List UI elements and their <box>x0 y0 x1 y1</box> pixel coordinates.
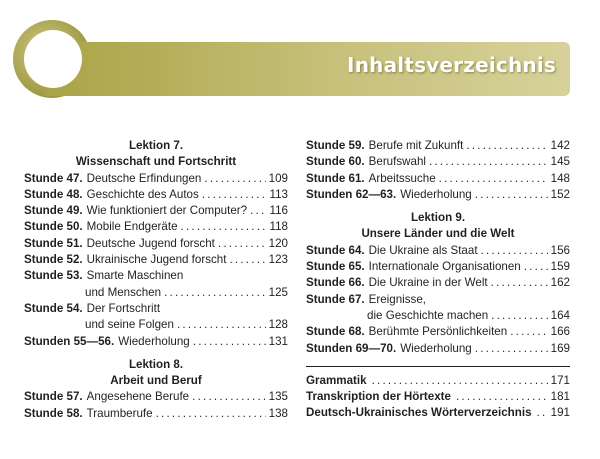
entry-page: 123 <box>268 253 288 267</box>
entry-number: Stunde 66. <box>306 276 365 290</box>
entry-number: Stunde 51. <box>24 236 83 250</box>
toc-entry-stunde-67-continued[interactable] <box>306 308 570 324</box>
entry-page: 142 <box>550 139 570 152</box>
entry-page: 116 <box>269 204 288 218</box>
title-bar <box>44 42 570 96</box>
dot-leader <box>204 171 265 187</box>
entry-title: Geschichte des Autos <box>86 187 199 201</box>
dot-leader <box>156 406 266 422</box>
toc-entry-stunde-53-continued[interactable] <box>24 285 288 301</box>
dot-leader <box>181 219 267 235</box>
page-title: Inhaltsverzeichnis <box>347 53 556 77</box>
entry-page: 135 <box>268 390 288 404</box>
toc-entry-stunde-54[interactable] <box>24 301 288 317</box>
entry-number: Stunde 60. <box>306 155 365 169</box>
toc-entry-stunde-59[interactable] <box>306 138 570 154</box>
toc-entry-stunde-66[interactable] <box>306 275 570 291</box>
toc-entry-stunde-50[interactable] <box>24 219 288 235</box>
entry-page: 166 <box>550 325 570 339</box>
dot-leader <box>491 308 547 324</box>
entry-title: Internationale Organisationen <box>368 260 521 274</box>
decorative-ring-center <box>24 30 82 88</box>
toc-entry-transkription[interactable] <box>306 389 570 405</box>
toc-entry-stunde-68[interactable] <box>306 324 570 340</box>
lesson-9-heading: Lektion 9. <box>410 211 466 225</box>
entry-page: 148 <box>550 171 570 185</box>
entry-title: Ukrainische Jugend forscht <box>86 253 227 267</box>
dot-leader <box>537 405 548 421</box>
dot-leader <box>229 252 265 268</box>
entry-title: Berufe mit Zukunft <box>368 139 464 152</box>
entry-title: Smarte Maschinen <box>86 269 184 283</box>
entry-title: Wie funktioniert der Computer? <box>86 204 248 218</box>
entry-number: Stunden 62—63. <box>306 187 397 201</box>
entry-title: Deutsch-Ukrainisches Wörterverzeichnis <box>306 406 532 420</box>
entry-number: Stunden 69—70. <box>306 341 397 355</box>
toc-entry-woerterverzeichnis[interactable] <box>306 405 570 421</box>
toc-entry-stunde-52[interactable] <box>24 252 288 268</box>
entry-number: Stunde 65. <box>306 260 365 274</box>
toc-entry-stunde-54-continued[interactable] <box>24 317 288 333</box>
dot-leader <box>439 171 548 187</box>
entry-page: 138 <box>268 406 288 420</box>
entry-number: Stunde 48. <box>24 187 83 201</box>
entry-page: 181 <box>550 390 570 404</box>
entry-page: 159 <box>550 260 570 274</box>
entry-page: 113 <box>269 187 288 201</box>
entry-number: Stunde 54. <box>24 301 83 315</box>
dot-leader <box>429 154 548 170</box>
toc-entry-stunde-57[interactable] <box>24 389 288 405</box>
entry-title: Deutsche Jugend forscht <box>86 236 215 250</box>
entry-title: Transkription der Hörtexte <box>306 390 451 404</box>
entry-number: Stunde 61. <box>306 171 365 185</box>
entry-number: Stunde 49. <box>24 204 83 218</box>
toc-entry-stunde-51[interactable] <box>24 236 288 252</box>
entry-title: Der Fortschritt <box>86 301 161 315</box>
dot-leader <box>475 187 548 203</box>
toc-entry-stunden-55-56[interactable] <box>24 334 288 350</box>
dot-leader <box>193 334 266 350</box>
entry-page: 131 <box>268 334 288 348</box>
entry-page: 128 <box>268 318 288 332</box>
dot-leader <box>202 187 267 203</box>
dot-leader <box>510 324 547 340</box>
dot-leader <box>456 389 548 405</box>
dot-leader <box>475 341 548 357</box>
entry-title: Ereignisse, <box>368 292 426 306</box>
entry-number: Stunde 64. <box>306 243 365 257</box>
lesson-8-heading: Lektion 8. <box>128 357 184 371</box>
entry-title-continued: und seine Folgen <box>85 318 174 332</box>
toc-entry-stunde-65[interactable] <box>306 259 570 275</box>
entry-number: Stunde 67. <box>306 292 365 306</box>
dot-leader <box>466 138 547 154</box>
dot-leader <box>218 236 266 252</box>
entry-title: Mobile Endgeräte <box>86 220 178 234</box>
lesson-9-subheading: Unsere Länder und die Welt <box>361 227 515 241</box>
entry-page: 156 <box>550 243 570 257</box>
entry-page: 164 <box>550 308 570 322</box>
lesson-8-subheading: Arbeit und Beruf <box>110 374 202 388</box>
entry-page: 171 <box>550 373 570 387</box>
entry-number: Stunde 53. <box>24 269 83 283</box>
entry-page: 191 <box>550 406 570 420</box>
entry-title: Die Ukraine in der Welt <box>368 276 488 290</box>
entry-number: Stunde 47. <box>24 171 83 185</box>
entry-title: Grammatik <box>306 373 367 387</box>
toc-entry-grammatik[interactable] <box>306 373 570 389</box>
entry-title-continued: die Geschichte machen <box>367 308 489 322</box>
toc-entry-stunden-62-63[interactable] <box>306 187 570 203</box>
toc-entry-stunde-67[interactable] <box>306 292 570 308</box>
entry-page: 152 <box>550 187 570 201</box>
toc-entry-stunde-60[interactable] <box>306 154 570 170</box>
header-banner <box>0 0 600 122</box>
entry-number: Stunde 52. <box>24 253 83 267</box>
dot-leader <box>192 389 266 405</box>
entry-title: Berühmte Persönlichkeiten <box>368 325 508 339</box>
lesson-7-heading: Lektion 7. <box>128 139 184 152</box>
entry-title: Wiederholung <box>400 187 472 201</box>
dot-leader <box>250 203 266 219</box>
entry-title: Traumberufe <box>86 406 153 420</box>
entry-page: 125 <box>268 285 288 299</box>
dot-leader <box>372 373 548 389</box>
toc-entry-stunde-58[interactable] <box>24 406 288 422</box>
toc-entry-stunde-64[interactable] <box>306 243 570 259</box>
entry-title: Arbeitssuche <box>368 171 436 185</box>
entry-page: 162 <box>550 276 570 290</box>
entry-number: Stunden 55—56. <box>24 334 115 348</box>
entry-title: Die Ukraine als Staat <box>368 243 478 257</box>
toc-entry-stunden-69-70[interactable] <box>306 341 570 357</box>
entry-page: 169 <box>550 341 570 355</box>
entry-title: Wiederholung <box>118 334 190 348</box>
entry-title: Deutsche Erfindungen <box>86 171 202 185</box>
dot-leader <box>177 317 266 333</box>
entry-title-continued: und Menschen <box>85 285 162 299</box>
entry-title: Wiederholung <box>400 341 472 355</box>
section-divider <box>306 366 570 367</box>
lesson-7-subheading: Wissenschaft und Fortschritt <box>75 155 237 169</box>
entry-page: 118 <box>269 220 288 234</box>
entry-title: Angesehene Berufe <box>86 390 190 404</box>
entry-page: 145 <box>550 155 570 169</box>
entry-number: Stunde 50. <box>24 220 83 234</box>
entry-number: Stunde 58. <box>24 406 83 420</box>
toc-entry-stunde-61[interactable] <box>306 171 570 187</box>
toc-entry-stunde-48[interactable] <box>24 187 288 203</box>
entry-number: Stunde 59. <box>306 139 365 152</box>
toc-left-column <box>24 138 288 422</box>
dot-leader <box>491 275 548 291</box>
entry-title: Berufswahl <box>368 155 426 169</box>
toc-right-column <box>306 138 570 422</box>
entry-number: Stunde 68. <box>306 325 365 339</box>
dot-leader <box>481 243 548 259</box>
toc-entry-stunde-53[interactable] <box>24 268 288 284</box>
dot-leader <box>524 259 548 275</box>
entry-page: 120 <box>268 236 288 250</box>
entry-number: Stunde 57. <box>24 390 83 404</box>
dot-leader <box>164 285 266 301</box>
toc-entry-stunde-47[interactable] <box>24 171 288 187</box>
entry-page: 109 <box>268 171 288 185</box>
toc-entry-stunde-49[interactable] <box>24 203 288 219</box>
